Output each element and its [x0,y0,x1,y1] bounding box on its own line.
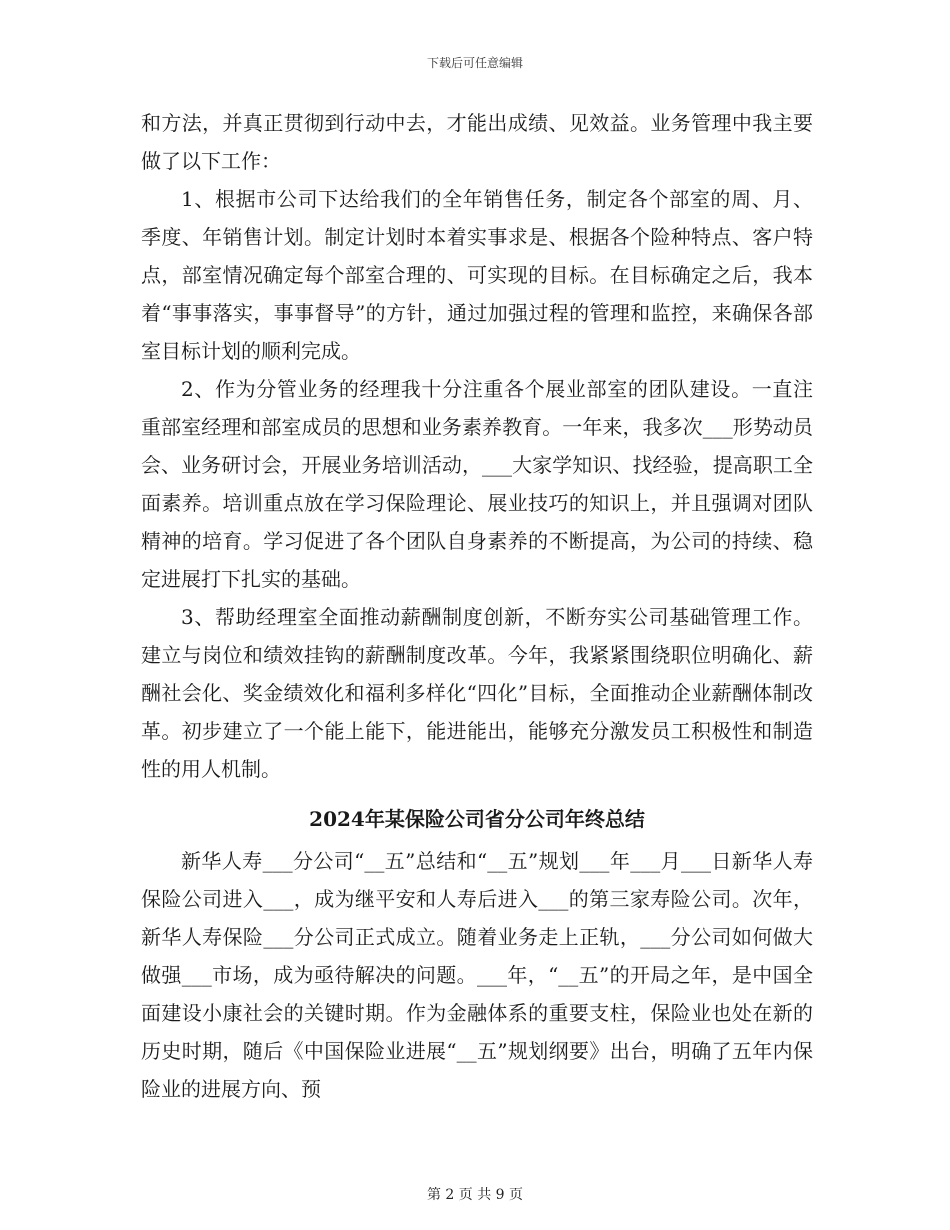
paragraph-summary: 新华人寿___分公司“__五”总结和“__五”规划___年___月___日新华人寿保险公司进入___，成为继平安和人寿后进入___的第三家寿险公司。次年，新华人寿保险___分公司正式成立。随着业务走上正轨，___分公司如何做大做强___市场，成为亟待解决的问题。___年，“__五”的开局之年，是中国全面建设小康社会的关键时期。作为金融体系的重要支柱，保险业也处在新的历史时期，随后《中国保险业进展“__五”规划纲要》出台，明确了五年内保险业的进展方向、预 [141,849,813,1101]
paragraph-item-3: 3、帮助经理室全面推动薪酬制度创新，不断夯实公司基础管理工作。建立与岗位和绩效挂钩的薪酬制度改革。今年，我紧紧围绕职位明确化、薪酬社会化、奖金绩效化和福利多样化“四化”目标，全面推动企业薪酬体制改革。初步建立了一个能上能下，能进能出，能够充分激发员工积极性和制造性的用人机制。 [141,605,813,781]
page-header: 下载后可任意编辑 [426,56,523,70]
section-title: 2024年某保险公司省分公司年终总结 [309,807,645,831]
paragraph-intro: 和方法，并真正贯彻到行动中去，才能出成绩、见效益。业务管理中我主要做了以下工作： [141,111,813,173]
paragraph-item-1: 1、根据市公司下达给我们的全年销售任务，制定各个部室的周、月、季度、年销售计划。制定计划时本着实事求是、根据各个险种特点、客户特点，部室情况确定每个部室合理的、可实现的目标。在目标确定之后，我本着“事事落实，事事督导”的方针，通过加强过程的管理和监控，来确保各部室目标计划的顺利完成。 [141,187,813,363]
document-body [141,104,813,1108]
page-footer: 第 2 页 共 9 页 [426,1187,524,1203]
paragraph-item-2: 2、作为分管业务的经理我十分注重各个展业部室的团队建设。一直注重部室经理和部室成员的思想和业务素养教育。一年来，我多次___形势动员会、业务研讨会，开展业务培训活动，___大家学知识、找经验，提高职工全面素养。培训重点放在学习保险理论、展业技巧的知识上，并且强调对团队精神的培育。学习促进了各个团队自身素养的不断提高，为公司的持续、稳定进展打下扎实的基础。 [141,377,813,591]
